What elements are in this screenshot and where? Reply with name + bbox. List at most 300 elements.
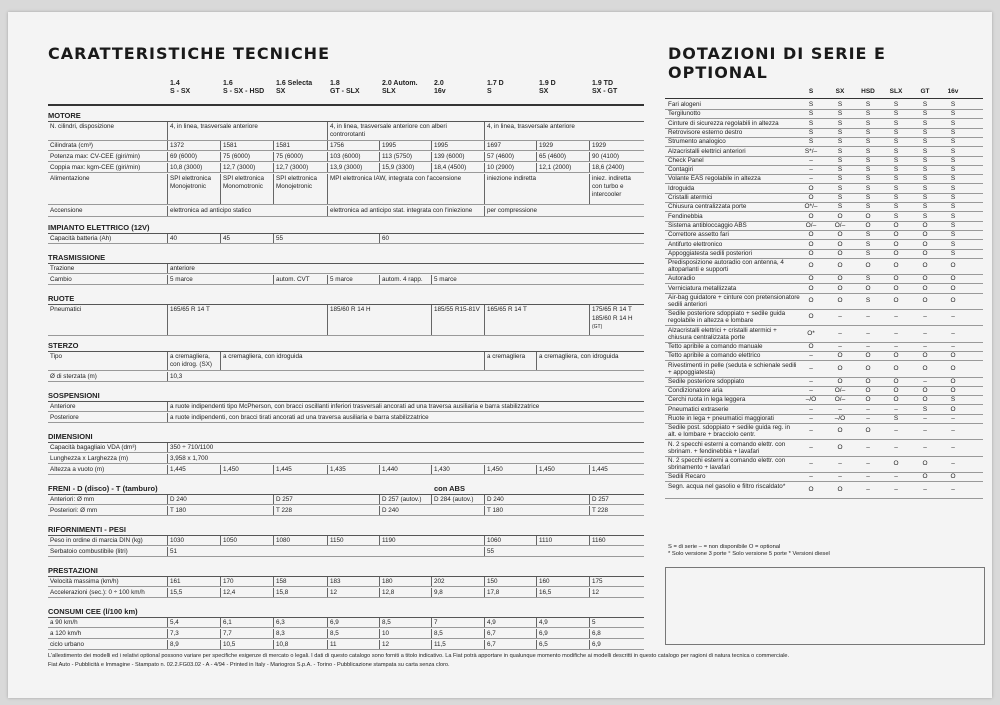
spec-cell: elettronica ad anticipo statico xyxy=(170,207,252,214)
cell-divider xyxy=(167,206,168,216)
equipment-column-header: S xyxy=(808,88,814,95)
cell-divider xyxy=(484,506,485,515)
model-header: 1.9 TD SX - GT xyxy=(592,80,618,95)
equipment-value: – xyxy=(809,443,813,451)
spec-cell: a cremagliera, con idroguida xyxy=(539,353,619,360)
row-rule xyxy=(48,161,644,162)
equipment-value: S xyxy=(865,156,871,164)
equipment-name: Appoggiatesta sedili posteriori xyxy=(668,249,753,257)
spec-cell: 4,9 xyxy=(487,619,496,626)
equipment-value: – xyxy=(838,342,842,350)
row-label: Anteriore xyxy=(50,403,76,410)
equipment-value: S xyxy=(950,221,956,229)
equipment-name: Sedili Recaro xyxy=(668,473,706,481)
spec-cell: 9,8 xyxy=(434,589,443,596)
equipment-value: S xyxy=(950,175,956,183)
equipment-value: S xyxy=(865,101,871,108)
cell-divider xyxy=(273,577,274,586)
spec-cell: 5 marce xyxy=(330,276,353,283)
equipment-value: S xyxy=(865,240,871,248)
model-header: 1.4 S - SX xyxy=(170,80,191,95)
cell-divider xyxy=(220,577,221,586)
equipment-value: – xyxy=(809,352,813,360)
cell-divider xyxy=(484,163,485,172)
cell-divider xyxy=(273,640,274,649)
spec-cell: 165/65 R 14 T xyxy=(170,306,210,313)
equipment-value: S xyxy=(865,138,871,146)
equipment-value: – xyxy=(951,459,955,467)
equipment-value: O xyxy=(865,212,871,220)
equipment-value: – xyxy=(809,175,813,183)
spec-cell: 10,8 xyxy=(276,641,289,648)
equipment-value: S xyxy=(808,119,814,127)
cell-divider xyxy=(327,629,328,638)
equipment-value: O xyxy=(893,262,899,270)
equipment-value: S xyxy=(865,297,871,304)
spec-cell: 202 xyxy=(434,578,445,585)
cell-divider xyxy=(273,234,274,243)
equipment-value: – xyxy=(923,443,927,451)
cell-divider xyxy=(484,465,485,474)
equipment-value: S xyxy=(837,128,843,136)
cell-divider xyxy=(167,152,168,161)
equipment-value: – xyxy=(809,459,813,467)
equipment-value: O* xyxy=(807,329,815,337)
cell-divider xyxy=(167,352,168,370)
equipment-value: O xyxy=(950,275,956,283)
spec-cell: iniez. indiretta con turbo e intercooler xyxy=(592,175,631,198)
equipment-name: N. 2 specchi esterni a comando elettr. con sbrinam. + fendinebbia + lavafari xyxy=(668,440,786,455)
equipment-value: S xyxy=(837,147,843,155)
row-rule xyxy=(48,627,644,628)
equipment-value: O xyxy=(893,240,899,248)
equipment-value: – xyxy=(866,459,870,467)
equipment-value: – xyxy=(894,329,898,337)
equipment-value: – xyxy=(923,377,927,385)
equipment-value: S xyxy=(837,156,843,164)
equipment-value: S xyxy=(865,194,871,201)
row-rule xyxy=(48,649,644,650)
cell-divider xyxy=(431,275,432,284)
cell-divider xyxy=(167,629,168,638)
cell-divider xyxy=(273,629,274,638)
spec-cell: 4, in linea, trasversale anteriore con alberi controrotanti xyxy=(330,123,447,138)
spec-cell: D 257 xyxy=(276,496,293,503)
cell-divider xyxy=(484,352,485,370)
model-header: 1.6 Selecta SX xyxy=(276,80,313,95)
catalog-sheet xyxy=(8,12,992,698)
spec-cell: T 228 xyxy=(276,507,292,514)
equipment-value: O xyxy=(893,297,899,304)
equipment-value: – xyxy=(809,364,813,372)
equipment-value: O xyxy=(865,221,871,229)
equipment-value: S xyxy=(865,128,871,136)
cell-divider xyxy=(327,465,328,474)
spec-cell: autom. CVT xyxy=(276,276,310,283)
tech-specs-title: CARATTERISTICHE TECNICHE xyxy=(48,44,330,63)
cell-divider xyxy=(327,174,328,204)
equipment-value: O xyxy=(893,396,899,404)
equipment-value: O xyxy=(837,443,843,451)
row-label: Capacità bagagliaio VDA (dm³) xyxy=(50,444,137,451)
spec-cell: 12,7 (3000) xyxy=(276,164,309,171)
spec-cell: 1,440 xyxy=(382,466,398,473)
notes-box xyxy=(665,567,985,645)
cell-divider xyxy=(327,163,328,172)
equipment-value: O xyxy=(837,249,843,257)
equipment-value: S xyxy=(808,110,814,118)
spec-cell: 15,8 xyxy=(276,589,289,596)
cell-divider xyxy=(431,163,432,172)
spec-cell: 1,445 xyxy=(170,466,186,473)
cell-divider xyxy=(379,141,380,150)
spec-cell: 183 xyxy=(330,578,341,585)
equipment-value: – xyxy=(866,329,870,337)
spec-cell: 45 xyxy=(223,235,231,242)
equipment-value: O xyxy=(922,387,928,395)
equipment-value: O xyxy=(893,221,899,229)
row-rule xyxy=(48,335,644,336)
equipment-value: S xyxy=(893,212,899,220)
equipment-name: Air-bag guidatore + cinture con pretensionatore sedili anteriori xyxy=(668,294,800,308)
equipment-value: O/– xyxy=(834,396,846,404)
spec-cell: 3,958 x 1,700 xyxy=(170,455,209,462)
equipment-value: S xyxy=(922,138,928,146)
spec-cell: 12,8 xyxy=(382,589,395,596)
spec-cell: 103 (6000) xyxy=(330,153,361,160)
cell-divider xyxy=(589,536,590,545)
section-rule xyxy=(48,351,644,352)
section-title: CONSUMI CEE (l/100 km) xyxy=(48,607,138,616)
equipment-value: – xyxy=(838,405,842,413)
row-rule xyxy=(48,204,644,205)
equipment-name: Contagiri xyxy=(668,166,694,174)
row-label: Cambio xyxy=(50,276,72,283)
row-rule xyxy=(48,474,644,475)
row-rule xyxy=(48,638,644,639)
spec-cell: 1581 xyxy=(276,142,291,149)
cell-divider xyxy=(484,152,485,161)
cell-divider xyxy=(327,577,328,586)
equipment-value: O xyxy=(865,387,871,395)
equipment-name: N. 2 specchi esterni a comando elettr. con sbrinamento + lavafari xyxy=(668,456,786,471)
equipment-name: Check Panel xyxy=(668,156,704,164)
section-rule xyxy=(48,535,644,536)
equipment-value: – xyxy=(951,342,955,350)
cell-divider xyxy=(220,618,221,627)
spec-cell: 6,8 xyxy=(592,630,601,637)
row-rule xyxy=(48,172,644,173)
spec-cell: 6,9 xyxy=(592,641,601,648)
equipment-value: O xyxy=(950,405,956,413)
equipment-value: –/O xyxy=(805,396,817,404)
equipment-value: O xyxy=(893,249,899,257)
equipment-value: O xyxy=(950,387,956,395)
spec-cell: 11 xyxy=(330,641,337,648)
cell-divider xyxy=(167,536,168,545)
spec-cell: autom. 4 rapp. xyxy=(382,276,423,283)
spec-cell: 5,4 xyxy=(170,619,179,626)
equipment-value: O xyxy=(808,275,814,283)
equipment-value: S xyxy=(950,156,956,164)
equipment-value: S xyxy=(837,110,843,118)
cell-divider xyxy=(379,588,380,597)
cell-divider xyxy=(484,305,485,335)
equipment-name: Alzacristalli elettrici + cristalli atermici + chiusura centralizzata porte xyxy=(668,326,777,341)
equipment-value: O xyxy=(922,297,928,304)
equipment-value: S xyxy=(865,110,871,118)
section-title: SOSPENSIONI xyxy=(48,391,100,400)
cell-divider xyxy=(431,629,432,638)
row-rule xyxy=(48,586,644,587)
equipment-name: Cristalli atermici xyxy=(668,194,713,201)
cell-divider xyxy=(327,536,328,545)
spec-cell: 8,5 xyxy=(330,630,339,637)
spec-cell: D 284 (autov.) xyxy=(434,496,474,503)
equipment-value: S xyxy=(950,240,956,248)
equipment-value: S xyxy=(893,138,899,146)
spec-cell: 6,1 xyxy=(223,619,232,626)
equipment-name: Correttore assetto fari xyxy=(668,231,729,239)
equipment-value: S xyxy=(950,119,956,127)
equipment-name: Fari alogeni xyxy=(668,101,701,108)
equipment-column-header: 16v xyxy=(947,88,959,95)
equipment-value: O xyxy=(808,313,814,321)
equipment-value: O xyxy=(922,364,928,372)
equipment-value: O xyxy=(893,459,899,467)
equipment-value: O xyxy=(922,459,928,467)
spec-cell: 1929 xyxy=(592,142,607,149)
equipment-value: – xyxy=(809,166,813,174)
equipment-value: O xyxy=(893,352,899,360)
equipment-name: Retrovisore esterno destro xyxy=(668,128,743,136)
equipment-value: S xyxy=(837,194,843,201)
row-rule xyxy=(48,284,644,285)
cell-divider xyxy=(167,372,168,381)
equipment-value: – xyxy=(951,485,955,493)
equipment-value: – xyxy=(951,415,955,422)
equipment-value: S xyxy=(950,396,956,404)
equipment-value: S xyxy=(837,203,843,211)
cell-divider xyxy=(431,141,432,150)
row-label: Pneumatici xyxy=(50,306,82,313)
spec-cell: 7,7 xyxy=(223,630,232,637)
cell-divider xyxy=(327,152,328,161)
cell-divider xyxy=(484,629,485,638)
equipment-value: S xyxy=(837,184,843,192)
equipment-column-header: SX xyxy=(835,88,845,95)
row-rule xyxy=(48,370,644,371)
row-rule xyxy=(48,422,644,423)
equipment-value: O xyxy=(950,473,956,481)
equipment-value: O xyxy=(950,284,956,292)
section-title: IMPIANTO ELETTRICO (12V) xyxy=(48,223,150,232)
row-label: Potenza max: CV-CEE (giri/min) xyxy=(50,153,140,160)
equipment-value: S xyxy=(865,231,871,239)
equipment-value: O xyxy=(865,377,871,385)
spec-cell: T 228 xyxy=(592,507,608,514)
spec-cell: 11,5 xyxy=(434,641,446,648)
row-label: a 90 km/h xyxy=(50,619,78,626)
spec-cell: 6,5 xyxy=(539,641,548,648)
cell-divider xyxy=(327,305,328,335)
equipment-value: O xyxy=(922,396,928,404)
equipment-value: O xyxy=(865,284,871,292)
model-header: 1.6 S - SX - HSD xyxy=(223,80,265,95)
cell-divider xyxy=(167,264,168,273)
cell-divider xyxy=(327,618,328,627)
spec-cell: 60 xyxy=(382,235,390,242)
equipment-value: S xyxy=(922,203,928,211)
equipment-name: Sedile posteriore sdoppiato xyxy=(668,377,745,385)
equipment-value: S xyxy=(950,110,956,118)
cell-divider xyxy=(589,163,590,172)
equipment-value: – xyxy=(951,443,955,451)
cell-divider xyxy=(273,174,274,204)
cell-divider xyxy=(589,174,590,204)
spec-cell: 7 xyxy=(434,619,438,626)
cell-divider xyxy=(273,152,274,161)
equipment-value: O/– xyxy=(834,387,846,395)
equipment-value: – xyxy=(866,313,870,321)
cell-divider xyxy=(167,618,168,627)
cell-divider xyxy=(536,352,537,370)
cell-divider xyxy=(589,506,590,515)
equipment-value: S xyxy=(922,156,928,164)
row-rule xyxy=(48,140,644,141)
equipment-name: Sistema antibloccaggio ABS xyxy=(668,221,747,229)
row-rule xyxy=(48,243,644,244)
equipment-value: – xyxy=(838,473,842,481)
cell-divider xyxy=(220,234,221,243)
row-label: Capacità batteria (Ah) xyxy=(50,235,112,242)
equipment-value: – xyxy=(809,156,813,164)
spec-cell: 69 (6000) xyxy=(170,153,197,160)
spec-cell: 12 xyxy=(330,589,338,596)
equipment-value: S xyxy=(922,128,928,136)
equipment-name: Predisposizione autoradio con antenna, 4 altoparlanti e supporti xyxy=(668,259,784,274)
equipment-value: S xyxy=(922,212,928,220)
spec-cell: 57 (4600) xyxy=(487,153,514,160)
cell-divider xyxy=(379,163,380,172)
spec-cell: 15,5 xyxy=(170,589,183,596)
header-rule xyxy=(665,98,983,99)
cell-divider xyxy=(273,495,274,504)
spec-cell: 139 (6000) xyxy=(434,153,465,160)
cell-divider xyxy=(327,122,328,140)
equipment-value: S xyxy=(865,184,871,192)
row-label: Posteriori: Ø mm xyxy=(50,507,98,514)
row-rule xyxy=(48,150,644,151)
spec-cell: 5 marce xyxy=(434,276,457,283)
cell-divider xyxy=(536,577,537,586)
cell-divider xyxy=(536,536,537,545)
spec-cell: 1150 xyxy=(330,537,344,544)
equipment-value: S xyxy=(893,119,899,127)
equipment-value: S xyxy=(893,101,899,108)
spec-cell: 55 xyxy=(487,548,495,555)
cell-divider xyxy=(273,536,274,545)
equipment-value: O xyxy=(808,249,814,257)
equipment-value: S xyxy=(893,128,899,136)
equipment-value: O xyxy=(837,485,843,493)
equipment-value: O xyxy=(808,184,814,192)
cell-divider xyxy=(167,577,168,586)
equipment-value: O/– xyxy=(805,221,817,229)
equipment-name: Cinture di sicurezza regolabili in altezza xyxy=(668,119,779,127)
cell-divider xyxy=(167,141,168,150)
equipment-value: S xyxy=(922,405,928,413)
equipment-name: Tergilunotto xyxy=(668,110,701,118)
equipment-name: Pneumatici extraserie xyxy=(668,405,729,413)
equipment-name: Tetto apribile a comando elettrico xyxy=(668,352,761,360)
cell-divider xyxy=(220,352,221,370)
cell-divider xyxy=(431,618,432,627)
cell-divider xyxy=(273,163,274,172)
equipment-value: O xyxy=(837,212,843,220)
equipment-value: O xyxy=(922,240,928,248)
spec-cell: 6,9 xyxy=(539,630,548,637)
section-title: TRASMISSIONE xyxy=(48,253,106,262)
cell-divider xyxy=(431,588,432,597)
spec-cell: 15,9 (3300) xyxy=(382,164,415,171)
spec-cell: 18,6 (2400) xyxy=(592,164,625,171)
cell-divider xyxy=(431,152,432,161)
equipment-value: S xyxy=(922,110,928,118)
equipment-value: – xyxy=(809,387,813,395)
equipment-value: S xyxy=(950,147,956,155)
spec-cell: 1756 xyxy=(330,142,345,149)
cell-divider xyxy=(536,629,537,638)
spec-cell: 1160 xyxy=(592,537,606,544)
equipment-value: O xyxy=(950,262,956,270)
equipment-value: O xyxy=(950,297,956,304)
spec-cell: 150 xyxy=(487,578,498,585)
cell-divider xyxy=(220,465,221,474)
spec-cell: 1080 xyxy=(276,537,291,544)
cell-divider xyxy=(431,577,432,586)
equipment-value: S xyxy=(865,147,871,155)
cell-divider xyxy=(379,275,380,284)
spec-cell: 1,430 xyxy=(434,466,450,473)
cell-divider xyxy=(431,305,432,335)
spec-cell: 175/65 R 14 T xyxy=(592,306,632,313)
spec-cell: 1,450 xyxy=(487,466,503,473)
spec-cell: 1030 xyxy=(170,537,185,544)
equipment-value: O xyxy=(893,377,899,385)
cell-divider xyxy=(589,577,590,586)
equipment-value: – xyxy=(923,313,927,321)
row-label: Lunghezza x Larghezza (m) xyxy=(50,455,129,462)
equipment-value: O xyxy=(922,231,928,239)
model-header: 2.0 16v xyxy=(434,80,446,95)
footer-disclaimer: L'allestimento dei modelli ed i relativi optional possono variare per specifiche esigenze di mercato o legali. I dati di questo catalogo sono forniti a titolo indicativo. La Fiat potrà apportare in qualunque momento modifiche ai modelli descritti in questo catalogo per ragioni di natura tecnica o commerciale. xyxy=(48,653,790,659)
cell-divider xyxy=(167,465,168,474)
cell-divider xyxy=(167,163,168,172)
equipment-value: O xyxy=(893,231,899,239)
spec-cell: 10,5 xyxy=(223,641,236,648)
equipment-value: – xyxy=(923,329,927,337)
equipment-value: S xyxy=(837,138,843,146)
legend-line-1: S = di serie – = non disponibile O = optional xyxy=(668,544,781,550)
equipment-value: S xyxy=(837,166,843,174)
equipment-value: S xyxy=(865,166,871,174)
spec-cell: 10,8 (3000) xyxy=(170,164,203,171)
spec-cell: 12,7 (3000) xyxy=(223,164,256,171)
equipment-value: O xyxy=(893,284,899,292)
cell-divider xyxy=(273,618,274,627)
equipment-name: Ruote in lega + pneumatici maggiorati xyxy=(668,415,774,422)
